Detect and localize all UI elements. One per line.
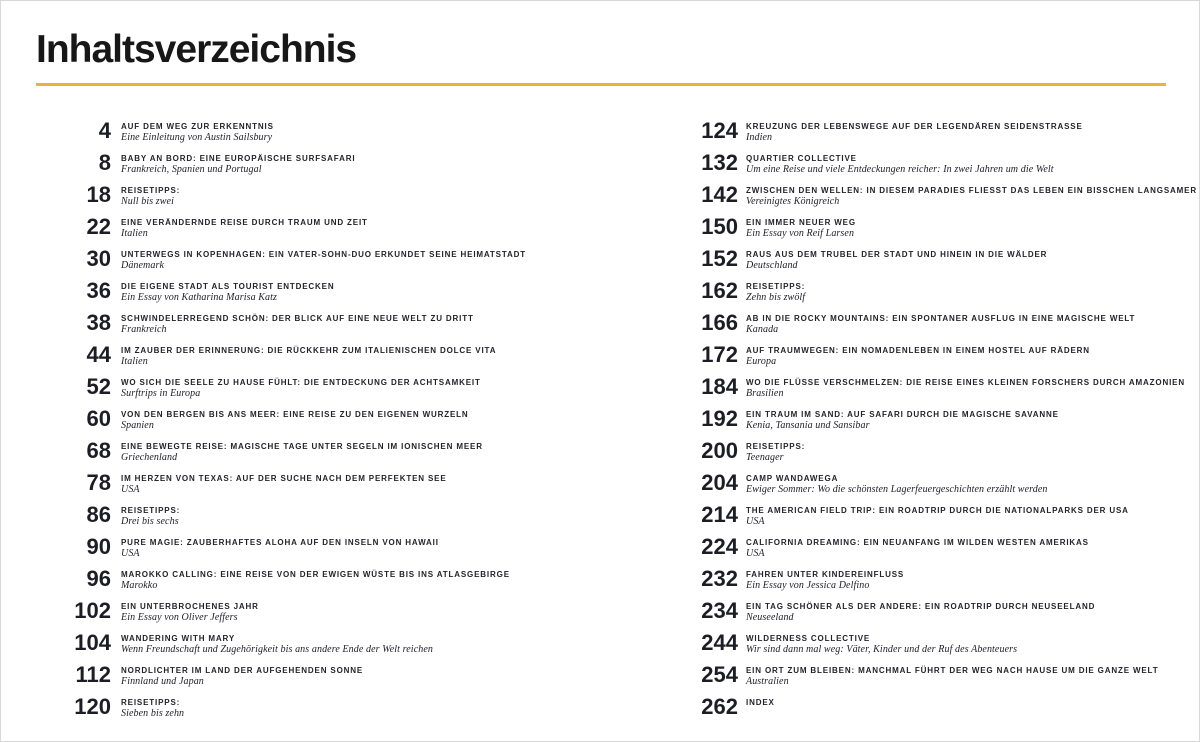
toc-entry <box>51 181 601 207</box>
entry-subtitle: Neuseeland <box>746 611 794 623</box>
toc-entry <box>673 469 1199 495</box>
page-header <box>1 1 1199 86</box>
entry-title: REISETIPPS: <box>121 505 181 515</box>
entry-page-number: 8 <box>98 149 111 175</box>
toc-entry <box>673 373 1199 399</box>
toc-entry <box>51 469 601 495</box>
entry-subtitle: Ein Essay von Katharina Marisa Katz <box>121 291 278 303</box>
entry-text <box>746 216 856 239</box>
entry-text <box>121 216 368 239</box>
entry-text <box>121 696 184 719</box>
toc-entry <box>51 693 601 719</box>
entry-text <box>121 376 481 399</box>
entry-page-number: 124 <box>701 117 738 143</box>
entry-page-number: 184 <box>701 373 738 399</box>
entry-subtitle: Eine Einleitung von Austin Sailsbury <box>121 131 273 143</box>
entry-title: BABY AN BORD: EINE EUROPÄISCHE SURFSAFARI <box>121 153 356 163</box>
entry-title: SCHWINDELERREGEND SCHÖN: DER BLICK AUF EINE NEUE WELT ZU DRITT <box>121 313 474 323</box>
entry-page-number: 162 <box>701 277 738 303</box>
entry-text <box>121 344 496 367</box>
entry-title: WILDERNESS COLLECTIVE <box>746 633 871 643</box>
entry-subtitle: Australien <box>746 675 789 687</box>
toc-column-left <box>1 117 601 728</box>
toc-entry <box>51 661 601 687</box>
entry-title: IM ZAUBER DER ERINNERUNG: DIE RÜCKKEHR ZUM ITALIENISCHEN DOLCE VITA <box>121 345 497 355</box>
entry-title: EIN ORT ZUM BLEIBEN: MANCHMAL FÜHRT DER WEG NACH HAUSE UM DIE GANZE WELT <box>746 665 1159 675</box>
entry-subtitle: Ein Essay von Oliver Jeffers <box>121 611 238 623</box>
entry-page-number: 104 <box>74 629 111 655</box>
entry-page-number: 132 <box>701 149 738 175</box>
entry-text <box>746 536 1089 559</box>
toc-entry <box>673 693 1199 719</box>
entry-subtitle: Surftrips in Europa <box>121 387 201 399</box>
entry-subtitle: Italien <box>121 227 148 239</box>
entry-text <box>746 600 1095 623</box>
entry-subtitle: Ein Essay von Jessica Delfino <box>746 579 870 591</box>
entry-title: EIN TAG SCHÖNER ALS DER ANDERE: EIN ROADTRIP DURCH NEUSEELAND <box>746 601 1096 611</box>
entry-title: INDEX <box>746 697 775 707</box>
entry-title: ZWISCHEN DEN WELLEN: IN DIESEM PARADIES FLIESST DAS LEBEN EIN BISSCHEN LANGSAMER <box>746 185 1197 195</box>
entry-title: THE AMERICAN FIELD TRIP: EIN ROADTRIP DURCH DIE NATIONALPARKS DER USA <box>746 505 1129 515</box>
entry-text <box>746 664 1158 687</box>
entry-subtitle: Ein Essay von Reif Larsen <box>746 227 855 239</box>
entry-page-number: 192 <box>701 405 738 431</box>
entry-page-number: 68 <box>86 437 111 463</box>
toc-entry <box>51 117 601 143</box>
entry-page-number: 234 <box>701 597 738 623</box>
entry-page-number: 254 <box>701 661 738 687</box>
toc-entry <box>51 341 601 367</box>
entry-subtitle: Sieben bis zehn <box>121 707 185 719</box>
toc-entry <box>51 373 601 399</box>
entry-subtitle: Kanada <box>746 323 779 335</box>
entry-page-number: 112 <box>75 661 111 687</box>
toc-entry <box>51 501 601 527</box>
toc-entry <box>673 117 1199 143</box>
entry-text <box>121 472 447 495</box>
toc-entry <box>51 405 601 431</box>
entry-page-number: 18 <box>86 181 111 207</box>
toc-entry <box>51 597 601 623</box>
entry-page-number: 36 <box>86 277 111 303</box>
toc-entry <box>51 533 601 559</box>
toc-entry <box>673 245 1199 271</box>
entry-page-number: 232 <box>701 565 738 591</box>
entry-subtitle: USA <box>746 547 765 559</box>
entry-text <box>746 152 1054 175</box>
entry-title: UNTERWEGS IN KOPENHAGEN: EIN VATER-SOHN-DUO ERKUNDET SEINE HEIMATSTADT <box>121 249 526 259</box>
entry-text <box>746 280 805 303</box>
entry-text <box>121 504 180 527</box>
entry-text <box>121 248 526 271</box>
entry-title: AUF DEM WEG ZUR ERKENNTNIS <box>121 121 274 131</box>
toc-entry <box>51 245 601 271</box>
entry-subtitle: Wir sind dann mal weg: Väter, Kinder und der Ruf des Abenteuers <box>746 643 1018 655</box>
entry-title: KREUZUNG DER LEBENSWEGE AUF DER LEGENDÄREN SEIDENSTRASSE <box>746 121 1083 131</box>
entry-text <box>746 504 1129 527</box>
entry-page-number: 120 <box>74 693 111 719</box>
entry-title: FAHREN UNTER KINDEREINFLUSS <box>746 569 905 579</box>
entry-page-number: 4 <box>98 117 111 143</box>
entry-text <box>121 184 180 207</box>
entry-text <box>121 440 483 463</box>
entry-subtitle: Finnland und Japan <box>121 675 204 687</box>
toc-entry <box>673 309 1199 335</box>
entry-title: DIE EIGENE STADT ALS TOURIST ENTDECKEN <box>121 281 335 291</box>
entry-title: IM HERZEN VON TEXAS: AUF DER SUCHE NACH DEM PERFEKTEN SEE <box>121 473 447 483</box>
entry-text <box>121 120 274 143</box>
entry-text <box>121 632 433 655</box>
entry-page-number: 200 <box>701 437 738 463</box>
entry-title: EIN UNTERBROCHENES JAHR <box>121 601 259 611</box>
entry-page-number: 60 <box>86 405 111 431</box>
entry-title: NORDLICHTER IM LAND DER AUFGEHENDEN SONNE <box>121 665 364 675</box>
toc-body <box>1 117 1199 728</box>
entry-title: EINE VERÄNDERNDE REISE DURCH TRAUM UND ZEIT <box>121 217 368 227</box>
entry-title: CALIFORNIA DREAMING: EIN NEUANFANG IM WILDEN WESTEN AMERIKAS <box>746 537 1089 547</box>
entry-title: WO SICH DIE SEELE ZU HAUSE FÜHLT: DIE ENTDECKUNG DER ACHTSAMKEIT <box>121 377 481 387</box>
entry-subtitle: Brasilien <box>746 387 784 399</box>
toc-entry <box>673 213 1199 239</box>
entry-subtitle: Europa <box>746 355 777 367</box>
entry-title: VON DEN BERGEN BIS ANS MEER: EINE REISE ZU DEN EIGENEN WURZELN <box>121 409 469 419</box>
toc-entry <box>673 597 1199 623</box>
entry-page-number: 204 <box>701 469 738 495</box>
entry-subtitle: Teenager <box>746 451 784 463</box>
entry-title: QUARTIER COLLECTIVE <box>746 153 857 163</box>
toc-entry <box>673 149 1199 175</box>
entry-page-number: 30 <box>86 245 111 271</box>
entry-subtitle: Wenn Freundschaft und Zugehörigkeit bis ans andere Ende der Welt reichen <box>121 643 433 655</box>
entry-subtitle: Deutschland <box>746 259 798 271</box>
entry-text <box>746 344 1090 367</box>
entry-subtitle: USA <box>746 515 765 527</box>
entry-text <box>746 632 1017 655</box>
entry-title: REISETIPPS: <box>121 185 181 195</box>
toc-entry <box>673 341 1199 367</box>
entry-text <box>746 248 1047 271</box>
toc-entry <box>51 565 601 591</box>
entry-subtitle: Null bis zwei <box>121 195 174 207</box>
entry-page-number: 44 <box>86 341 111 367</box>
entry-page-number: 150 <box>701 213 738 239</box>
entry-subtitle: Griechenland <box>121 451 178 463</box>
toc-entry <box>673 501 1199 527</box>
entry-title: REISETIPPS: <box>121 697 181 707</box>
entry-subtitle: Um eine Reise und viele Entdeckungen reicher: In zwei Jahren um die Welt <box>746 163 1054 175</box>
page-title: Inhaltsverzeichnis <box>36 28 357 71</box>
entry-title: WO DIE FLÜSSE VERSCHMELZEN: DIE REISE EINES KLEINEN FORSCHERS DURCH AMAZONIEN <box>746 377 1185 387</box>
toc-entry <box>51 437 601 463</box>
entry-text <box>746 184 1197 207</box>
toc-entry <box>673 181 1199 207</box>
entry-page-number: 152 <box>701 245 738 271</box>
entry-subtitle: USA <box>121 547 140 559</box>
entry-title: EINE BEWEGTE REISE: MAGISCHE TAGE UNTER SEGELN IM IONISCHEN MEER <box>121 441 483 451</box>
entry-text <box>746 568 904 591</box>
entry-page-number: 142 <box>701 181 738 207</box>
entry-page-number: 78 <box>86 469 111 495</box>
entry-text <box>746 408 1059 431</box>
entry-subtitle: USA <box>121 483 140 495</box>
entry-text <box>746 312 1135 335</box>
toc-entry <box>673 565 1199 591</box>
entry-text <box>746 696 775 708</box>
entry-page-number: 224 <box>701 533 738 559</box>
entry-subtitle: Dänemark <box>121 259 165 271</box>
entry-title: CAMP WANDAWEGA <box>746 473 839 483</box>
entry-page-number: 262 <box>701 693 738 719</box>
entry-text <box>121 280 335 303</box>
entry-subtitle: Vereinigtes Königreich <box>746 195 840 207</box>
toc-entry <box>673 661 1199 687</box>
entry-title: MAROKKO CALLING: EINE REISE VON DER EWIGEN WÜSTE BIS INS ATLASGEBIRGE <box>121 569 510 579</box>
entry-text <box>121 600 259 623</box>
entry-title: PURE MAGIE: ZAUBERHAFTES ALOHA AUF DEN INSELN VON HAWAII <box>121 537 439 547</box>
toc-entry <box>51 277 601 303</box>
toc-entry <box>673 437 1199 463</box>
toc-entry <box>673 405 1199 431</box>
entry-text <box>746 120 1083 143</box>
entry-subtitle: Drei bis sechs <box>121 515 179 527</box>
entry-subtitle: Zehn bis zwölf <box>746 291 806 303</box>
entry-title: EIN IMMER NEUER WEG <box>746 217 856 227</box>
entry-subtitle: Marokko <box>121 579 158 591</box>
entry-page-number: 96 <box>86 565 111 591</box>
toc-entry <box>673 533 1199 559</box>
entry-subtitle: Kenia, Tansania und Sansibar <box>746 419 870 431</box>
entry-text <box>121 312 474 335</box>
entry-page-number: 102 <box>74 597 111 623</box>
entry-page-number: 22 <box>86 213 111 239</box>
entry-page-number: 244 <box>701 629 738 655</box>
entry-title: REISETIPPS: <box>746 281 806 291</box>
toc-entry <box>51 213 601 239</box>
entry-subtitle: Indien <box>746 131 773 143</box>
entry-text <box>746 376 1185 399</box>
entry-page-number: 38 <box>86 309 111 335</box>
toc-entry <box>51 309 601 335</box>
toc-column-right <box>601 117 1199 728</box>
toc-entry <box>51 149 601 175</box>
entry-subtitle: Frankreich <box>121 323 167 335</box>
entry-title: EIN TRAUM IM SAND: AUF SAFARI DURCH DIE MAGISCHE SAVANNE <box>746 409 1059 419</box>
entry-title: AUF TRAUMWEGEN: EIN NOMADENLEBEN IN EINEM HOSTEL AUF RÄDERN <box>746 345 1090 355</box>
entry-page-number: 86 <box>86 501 111 527</box>
entry-subtitle: Frankreich, Spanien und Portugal <box>121 163 262 175</box>
entry-text <box>121 536 439 559</box>
entry-text <box>746 440 805 463</box>
entry-text <box>746 472 1047 495</box>
entry-title: WANDERING WITH MARY <box>121 633 236 643</box>
entry-title: AB IN DIE ROCKY MOUNTAINS: EIN SPONTANER AUSFLUG IN EINE MAGISCHE WELT <box>746 313 1136 323</box>
entry-page-number: 90 <box>86 533 111 559</box>
entry-text <box>121 152 355 175</box>
entry-text <box>121 664 363 687</box>
accent-rule <box>36 83 1166 86</box>
entry-page-number: 166 <box>701 309 738 335</box>
entry-text <box>121 408 469 431</box>
entry-page-number: 172 <box>701 341 738 367</box>
toc-entry <box>51 629 601 655</box>
entry-subtitle: Ewiger Sommer: Wo die schönsten Lagerfeuergeschichten erzählt werden <box>746 483 1048 495</box>
toc-entry <box>673 629 1199 655</box>
entry-subtitle: Spanien <box>121 419 154 431</box>
entry-page-number: 214 <box>701 501 738 527</box>
entry-title: REISETIPPS: <box>746 441 806 451</box>
entry-text <box>121 568 510 591</box>
entry-page-number: 52 <box>86 373 111 399</box>
toc-entry <box>673 277 1199 303</box>
entry-title: RAUS AUS DEM TRUBEL DER STADT UND HINEIN IN DIE WÄLDER <box>746 249 1048 259</box>
entry-subtitle: Italien <box>121 355 148 367</box>
